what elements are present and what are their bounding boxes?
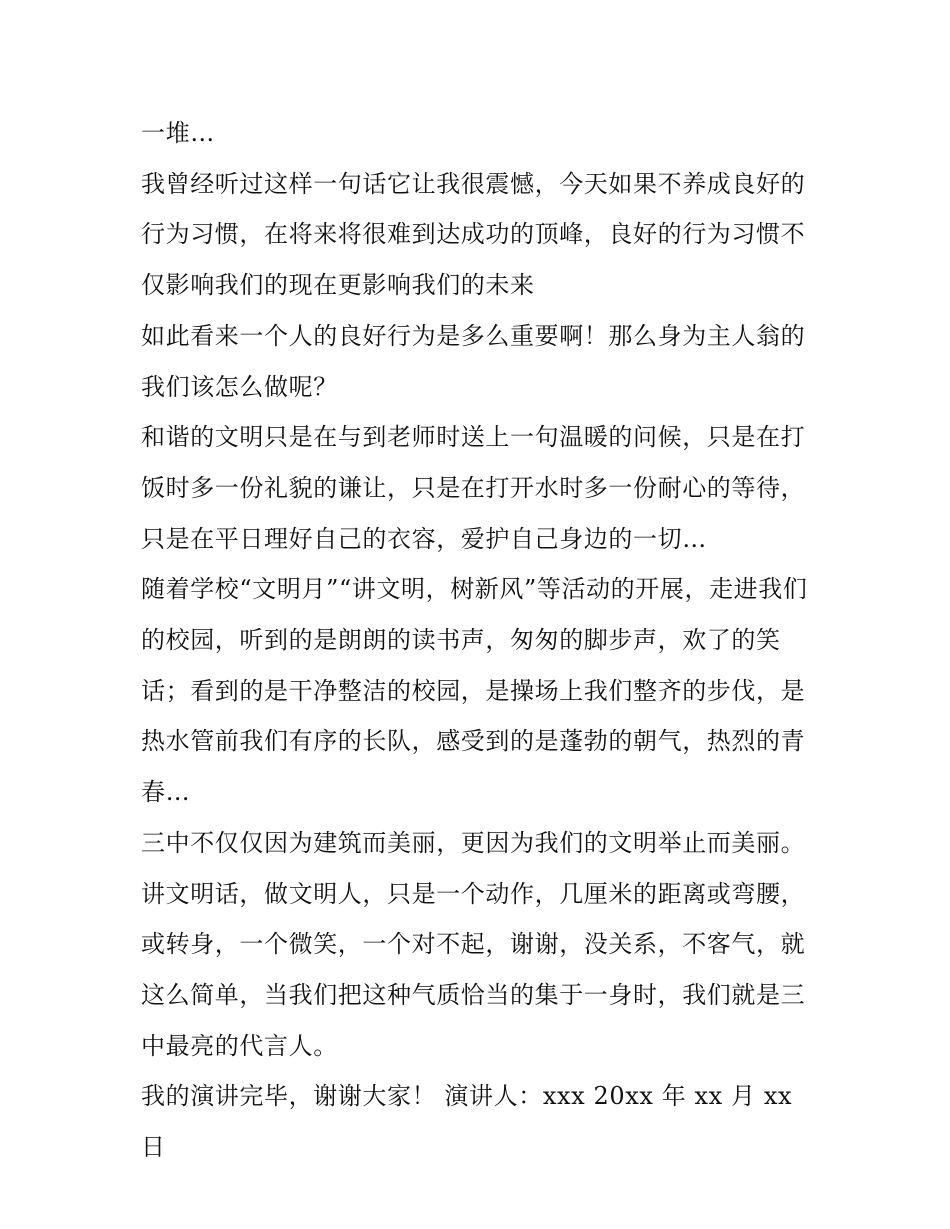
paragraph-school-beauty: 三中不仅仅因为建筑而美丽，更因为我们的文明举止而美丽。讲文明话，做文明人，只是一个动作，几厘米的距离或弯腰，或转身，一个微笑，一个对不起，谢谢，没关系，不客气，就这么简单，当我们把这种气质恰当的集于一身时，我们就是三中最亮的代言人。	[141, 828, 806, 1060]
paragraph-importance: 如此看来一个人的良好行为是多么重要啊！那么身为主人翁的我们该怎么做呢？	[141, 321, 806, 401]
paragraph-heard-saying: 我曾经听过这样一句话它让我很震憾，今天如果不养成良好的行为习惯，在将来将很难到达成功的顶峰，良好的行为习惯不仅影响我们的现在更影响我们的未来	[141, 169, 806, 300]
paragraph-harmonious-civility: 和谐的文明只是在与到老师时送上一句温暖的问候，只是在打饭时多一份礼貌的谦让，只是在打开水时多一份耐心的等待，只是在平日理好自己的衣容，爱护自己身边的一切…	[141, 423, 806, 553]
document-body	[141, 108, 821, 1173]
paragraph-campus-activities: 随着学校“文明月”“讲文明，树新风”等活动的开展，走进我们的校园，听到的是朗朗的读书声，匆匆的脚步声，欢了的笑话；看到的是干净整洁的校园，是操场上我们整齐的步伐，是热水管前我们有序的长队，感受到的是蓬勃的朝气，热烈的青春…	[141, 575, 808, 807]
paragraph-continuation: 一堆…	[141, 119, 215, 147]
paragraph-closing-signature: 我的演讲完毕，谢谢大家！ 演讲人：xxx 20xx 年 xx 月 xx 日	[141, 1082, 801, 1162]
